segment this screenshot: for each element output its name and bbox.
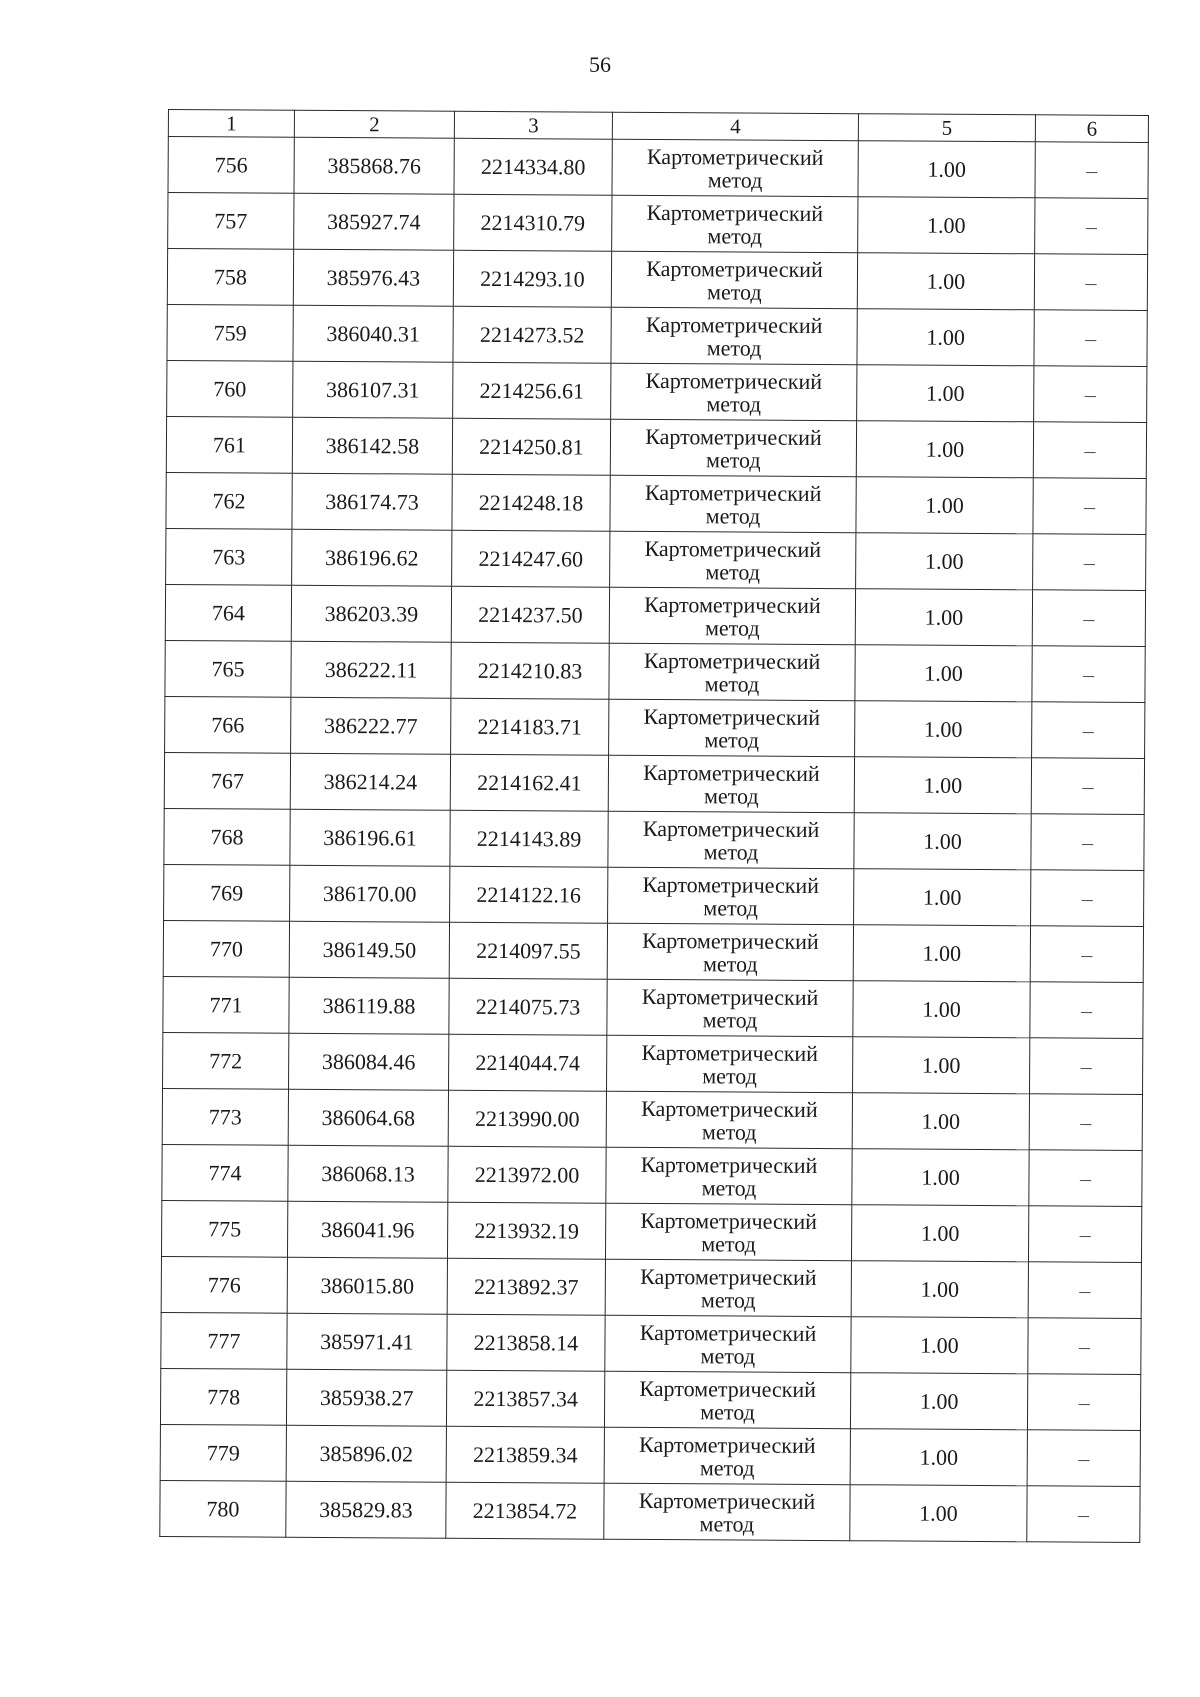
- coordinate-x: 386203.39: [291, 585, 451, 642]
- point-number: 771: [163, 976, 289, 1033]
- method-cell: [608, 811, 854, 869]
- accuracy-value: 1.00: [856, 421, 1033, 478]
- accuracy-value: 1.00: [853, 925, 1030, 982]
- point-number: 757: [168, 193, 294, 250]
- note-value: –: [1035, 198, 1148, 255]
- note-value: –: [1031, 870, 1144, 927]
- accuracy-value: 1.00: [851, 1205, 1028, 1262]
- note-value: –: [1034, 310, 1147, 367]
- method-line-1: Картометрический: [644, 591, 821, 618]
- coordinate-y: 2214334.80: [454, 138, 612, 195]
- coordinate-y: 2214247.60: [452, 530, 610, 587]
- method-line-2: метод: [701, 1230, 756, 1257]
- method-cell: [611, 307, 857, 365]
- method-line-2: метод: [701, 1118, 757, 1145]
- method-line-1: Картометрический: [645, 367, 823, 394]
- coordinate-y: 2214237.50: [451, 586, 609, 643]
- point-number: 760: [167, 360, 293, 417]
- coordinate-y: 2214250.81: [452, 418, 610, 475]
- accuracy-value: 1.00: [858, 141, 1035, 198]
- table-row: [167, 249, 1147, 311]
- accuracy-value: 1.00: [854, 757, 1031, 814]
- point-number: 775: [161, 1200, 287, 1257]
- coordinate-y: 2213854.72: [446, 1482, 604, 1539]
- coordinate-x: 386119.88: [289, 977, 449, 1034]
- column-header-6: 6: [1035, 115, 1148, 143]
- method-line-2: метод: [705, 446, 761, 473]
- note-value: –: [1027, 1374, 1140, 1431]
- accuracy-value: 1.00: [857, 365, 1034, 422]
- coordinate-x: 386149.50: [289, 921, 449, 978]
- point-number: 762: [166, 472, 292, 529]
- table-row: [165, 696, 1145, 758]
- point-number: 756: [168, 137, 294, 194]
- method-line-1: Картометрический: [639, 1375, 817, 1402]
- table-row: [161, 1312, 1141, 1374]
- table-row: [162, 1144, 1142, 1206]
- coordinate-x: 386064.68: [288, 1089, 448, 1146]
- coordinate-x: 386142.58: [292, 417, 452, 474]
- method-cell: [610, 531, 856, 589]
- coordinate-x: 386068.13: [288, 1145, 448, 1202]
- method-cell: [609, 643, 855, 701]
- coordinate-y: 2214143.89: [450, 810, 608, 867]
- page-number: 56: [589, 52, 611, 77]
- note-value: –: [1030, 926, 1143, 983]
- method-line-2: метод: [705, 502, 761, 529]
- method-line-1: Картометрический: [639, 1319, 817, 1346]
- accuracy-value: 1.00: [857, 309, 1034, 366]
- method-line-2: метод: [701, 1174, 757, 1201]
- coordinate-x: 386222.11: [291, 641, 451, 698]
- method-line-2: метод: [703, 894, 758, 921]
- method-line-2: метод: [700, 1398, 755, 1425]
- method-cell: [610, 475, 856, 533]
- note-value: –: [1032, 702, 1145, 759]
- coordinate-x: 386214.24: [290, 753, 450, 810]
- point-number: 780: [160, 1480, 286, 1537]
- coordinate-y: 2213990.00: [448, 1090, 606, 1147]
- point-number: 767: [164, 752, 290, 809]
- note-value: –: [1033, 478, 1146, 535]
- coordinate-x: 386196.62: [292, 529, 452, 586]
- method-line-2: метод: [702, 950, 758, 977]
- coordinate-y: 2214210.83: [451, 642, 609, 699]
- point-number: 777: [161, 1312, 287, 1369]
- accuracy-value: 1.00: [853, 1037, 1030, 1094]
- point-number: 772: [163, 1032, 289, 1089]
- method-line-1: Картометрический: [642, 927, 819, 954]
- coordinate-x: 385971.41: [287, 1313, 447, 1370]
- coordinate-x: 386174.73: [292, 473, 452, 530]
- coordinate-y: 2214097.55: [449, 922, 607, 979]
- note-value: –: [1027, 1430, 1140, 1487]
- accuracy-value: 1.00: [850, 1373, 1027, 1430]
- method-line-2: метод: [707, 166, 763, 193]
- accuracy-value: 1.00: [855, 701, 1032, 758]
- method-cell: [605, 1203, 851, 1261]
- coordinate-y: 2214310.79: [454, 194, 612, 251]
- accuracy-value: 1.00: [856, 533, 1033, 590]
- method-line-2: метод: [700, 1342, 756, 1369]
- coordinate-x: 385868.76: [294, 137, 454, 194]
- method-cell: [611, 251, 857, 309]
- table-row: [165, 640, 1145, 702]
- note-value: –: [1032, 646, 1145, 703]
- coordinate-y: 2213932.19: [447, 1202, 605, 1259]
- note-value: –: [1031, 758, 1144, 815]
- column-header-1: 1: [168, 110, 294, 138]
- accuracy-value: 1.00: [850, 1429, 1027, 1486]
- coordinate-y: 2214183.71: [451, 698, 609, 755]
- method-line-1: Картометрический: [640, 1151, 818, 1178]
- method-cell: [611, 363, 857, 421]
- note-value: –: [1029, 1150, 1142, 1207]
- note-value: –: [1030, 982, 1143, 1039]
- method-cell: [604, 1427, 850, 1485]
- note-value: –: [1034, 366, 1147, 423]
- point-number: 769: [164, 864, 290, 921]
- point-number: 778: [160, 1368, 286, 1425]
- method-line-2: метод: [706, 390, 762, 417]
- note-value: –: [1029, 1094, 1142, 1151]
- coordinates-table: [159, 109, 1149, 1543]
- accuracy-value: 1.00: [851, 1317, 1028, 1374]
- method-line-2: метод: [704, 614, 760, 641]
- point-number: 766: [165, 696, 291, 753]
- method-line-1: Картометрический: [640, 1207, 818, 1234]
- method-line-2: метод: [702, 1062, 757, 1089]
- accuracy-value: 1.00: [858, 197, 1035, 254]
- coordinate-x: 385927.74: [294, 193, 454, 250]
- method-cell: [604, 1483, 850, 1541]
- table-row: [167, 360, 1147, 422]
- table-row: [162, 1088, 1142, 1150]
- column-header-2: 2: [294, 110, 454, 138]
- point-number: 779: [160, 1424, 286, 1481]
- note-value: –: [1034, 254, 1147, 311]
- method-line-2: метод: [702, 1006, 758, 1033]
- note-value: –: [1028, 1206, 1141, 1263]
- accuracy-value: 1.00: [855, 589, 1032, 646]
- method-cell: [606, 1147, 852, 1205]
- coordinate-x: 386040.31: [293, 305, 453, 362]
- coordinate-x: 385976.43: [293, 249, 453, 306]
- method-cell: [608, 867, 854, 925]
- method-cell: [607, 923, 853, 981]
- method-cell: [612, 195, 858, 253]
- method-line-1: Картометрический: [643, 647, 821, 674]
- accuracy-value: 1.00: [850, 1485, 1027, 1542]
- method-line-1: Картометрический: [646, 143, 824, 170]
- point-number: 774: [162, 1144, 288, 1201]
- note-value: –: [1031, 814, 1144, 871]
- coordinate-y: 2214293.10: [453, 250, 611, 307]
- coordinate-y: 2213859.34: [446, 1426, 604, 1483]
- method-line-2: метод: [707, 222, 763, 249]
- table-row: [161, 1256, 1141, 1318]
- coordinate-y: 2214273.52: [453, 306, 611, 363]
- accuracy-value: 1.00: [851, 1261, 1028, 1318]
- method-line-2: метод: [705, 558, 761, 585]
- method-cell: [607, 979, 853, 1037]
- note-value: –: [1027, 1486, 1140, 1543]
- coordinate-y: 2214162.41: [450, 754, 608, 811]
- method-cell: [609, 587, 855, 645]
- point-number: 761: [166, 416, 292, 473]
- table-row: [166, 472, 1146, 534]
- coordinate-y: 2214248.18: [452, 474, 610, 531]
- method-line-2: метод: [703, 838, 759, 865]
- table-row: [164, 864, 1144, 926]
- method-line-1: Картометрический: [641, 983, 819, 1010]
- method-line-2: метод: [700, 1286, 756, 1313]
- point-number: 768: [164, 808, 290, 865]
- coordinate-x: 386084.46: [289, 1033, 449, 1090]
- accuracy-value: 1.00: [855, 645, 1032, 702]
- coordinate-y: 2214122.16: [450, 866, 608, 923]
- coordinate-x: 386170.00: [290, 865, 450, 922]
- coordinate-x: 386015.80: [287, 1257, 447, 1314]
- method-line-2: метод: [699, 1510, 755, 1537]
- table-row: [166, 528, 1146, 590]
- method-line-1: Картометрический: [646, 255, 823, 282]
- point-number: 770: [163, 920, 289, 977]
- note-value: –: [1028, 1318, 1141, 1375]
- coordinate-x: 386222.77: [291, 697, 451, 754]
- table-row: [168, 137, 1148, 199]
- accuracy-value: 1.00: [857, 253, 1034, 310]
- method-line-1: Картометрический: [638, 1487, 816, 1514]
- table-row: [168, 193, 1148, 255]
- coordinate-x: 386107.31: [293, 361, 453, 418]
- coordinate-y: 2213892.37: [447, 1258, 605, 1315]
- method-line-1: Картометрический: [639, 1431, 816, 1458]
- table-row: [160, 1480, 1140, 1542]
- method-line-1: Картометрический: [645, 311, 823, 338]
- method-line-2: метод: [704, 726, 760, 753]
- point-number: 759: [167, 304, 293, 361]
- method-cell: [607, 1035, 853, 1093]
- coordinate-y: 2213858.14: [447, 1314, 605, 1371]
- coordinate-x: 385896.02: [286, 1425, 446, 1482]
- table-row: [164, 752, 1144, 814]
- coordinate-y: 2214044.74: [449, 1034, 607, 1091]
- point-number: 776: [161, 1256, 287, 1313]
- accuracy-value: 1.00: [856, 477, 1033, 534]
- method-cell: [609, 699, 855, 757]
- table-row: [166, 416, 1146, 478]
- note-value: –: [1030, 1038, 1143, 1095]
- table-row: [160, 1368, 1140, 1430]
- method-cell: [606, 1091, 852, 1149]
- note-value: –: [1028, 1262, 1141, 1319]
- method-line-1: Картометрический: [642, 871, 820, 898]
- note-value: –: [1033, 422, 1146, 479]
- method-line-1: Картометрический: [640, 1263, 817, 1290]
- table-row: [160, 1424, 1140, 1486]
- method-line-1: Картометрический: [641, 1095, 818, 1122]
- accuracy-value: 1.00: [854, 813, 1031, 870]
- method-line-1: Картометрический: [641, 1039, 819, 1066]
- column-header-4: 4: [612, 112, 858, 141]
- table-row: [161, 1200, 1141, 1262]
- coordinate-y: 2213857.34: [446, 1370, 604, 1427]
- column-header-3: 3: [454, 111, 612, 139]
- point-number: 764: [165, 584, 291, 641]
- note-value: –: [1035, 142, 1148, 199]
- method-cell: [604, 1371, 850, 1429]
- method-line-1: Картометрический: [643, 703, 821, 730]
- coordinate-y: 2214075.73: [449, 978, 607, 1035]
- table-row: [163, 1032, 1143, 1094]
- accuracy-value: 1.00: [852, 1149, 1029, 1206]
- coordinate-y: 2213972.00: [448, 1146, 606, 1203]
- coordinate-x: 386041.96: [287, 1201, 447, 1258]
- column-header-5: 5: [858, 114, 1035, 142]
- method-line-1: Картометрический: [646, 199, 824, 226]
- method-cell: [612, 139, 858, 197]
- table-row: [164, 808, 1144, 870]
- coordinate-x: 385938.27: [286, 1369, 446, 1426]
- coordinate-x: 385829.83: [286, 1481, 446, 1538]
- method-cell: [605, 1315, 851, 1373]
- method-cell: [605, 1259, 851, 1317]
- method-line-2: метод: [706, 334, 762, 361]
- method-line-1: Картометрический: [644, 535, 822, 562]
- coordinate-y: 2214256.61: [453, 362, 611, 419]
- note-value: –: [1032, 590, 1145, 647]
- method-line-2: метод: [699, 1454, 755, 1481]
- method-line-1: Картометрический: [643, 759, 820, 786]
- accuracy-value: 1.00: [853, 981, 1030, 1038]
- method-line-2: метод: [704, 670, 760, 697]
- point-number: 765: [165, 640, 291, 697]
- table-row: [165, 584, 1145, 646]
- method-line-1: Картометрический: [644, 479, 822, 506]
- method-line-2: метод: [707, 278, 762, 305]
- coordinate-x: 386196.61: [290, 809, 450, 866]
- method-line-1: Картометрический: [642, 815, 820, 842]
- point-number: 763: [166, 528, 292, 585]
- point-number: 773: [162, 1088, 288, 1145]
- table-row: [163, 920, 1143, 982]
- accuracy-value: 1.00: [854, 869, 1031, 926]
- accuracy-value: 1.00: [852, 1093, 1029, 1150]
- table-row: [167, 304, 1147, 366]
- point-number: 758: [167, 249, 293, 306]
- method-cell: [610, 419, 856, 477]
- method-line-1: Картометрический: [645, 423, 822, 450]
- note-value: –: [1033, 534, 1146, 591]
- method-cell: [608, 755, 854, 813]
- method-line-2: метод: [703, 782, 759, 809]
- table-row: [163, 976, 1143, 1038]
